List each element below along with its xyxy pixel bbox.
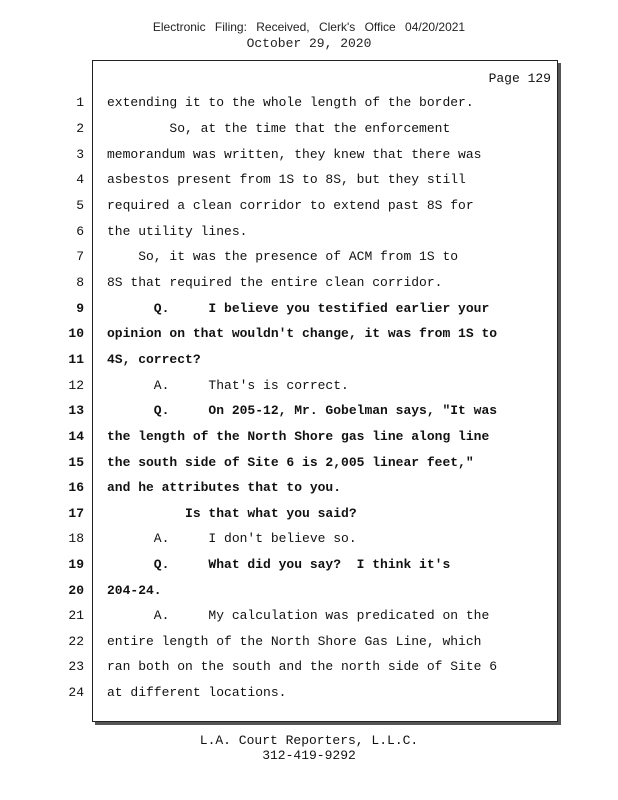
transcript-line — [0, 95, 618, 115]
line-text: required a clean corridor to extend past 8S for — [107, 198, 474, 213]
transcript-line — [0, 147, 618, 167]
line-text: So, at the time that the enforcement — [107, 121, 451, 136]
transcript-line — [0, 480, 618, 500]
line-number: 8 — [76, 275, 84, 290]
line-text: Q. I believe you testified earlier your — [107, 301, 490, 316]
line-number: 3 — [76, 147, 84, 162]
transcript-line — [0, 429, 618, 449]
deposition-date: October 29, 2020 — [246, 36, 372, 51]
line-text: ran both on the south and the north side of Site 6 — [107, 659, 498, 674]
line-text: Q. On 205-12, Mr. Gobelman says, "It was — [107, 403, 498, 418]
transcript-line — [0, 608, 618, 628]
line-text: A. My calculation was predicated on the — [107, 608, 490, 623]
filing-stamp: Electronic Filing: Received, Clerk's Office 04/20/2021 — [152, 20, 466, 34]
transcript-line — [0, 506, 618, 526]
line-number: 22 — [68, 634, 84, 649]
transcript-line — [0, 121, 618, 141]
transcript-line — [0, 249, 618, 269]
line-text: the length of the North Shore gas line along line — [107, 429, 490, 444]
line-text: A. I don't believe so. — [107, 531, 357, 546]
transcript-line — [0, 583, 618, 603]
transcript-line — [0, 634, 618, 654]
line-text: and he attributes that to you. — [107, 480, 342, 495]
line-text: entire length of the North Shore Gas Line, which — [107, 634, 482, 649]
transcript-line — [0, 224, 618, 244]
reporter-phone: 312-419-9292 — [262, 748, 356, 763]
transcript-line — [0, 301, 618, 321]
line-number: 19 — [68, 557, 84, 572]
page-number: Page 129 — [488, 71, 551, 86]
transcript-line — [0, 378, 618, 398]
transcript-line — [0, 352, 618, 372]
line-text: 204-24. — [107, 583, 162, 598]
line-number: 1 — [76, 95, 84, 110]
line-number: 14 — [68, 429, 84, 444]
line-text: memorandum was written, they knew that there was — [107, 147, 482, 162]
line-text: opinion on that wouldn't change, it was from 1S to — [107, 326, 498, 341]
line-number: 18 — [68, 531, 84, 546]
line-number: 16 — [68, 480, 84, 495]
line-text: at different locations. — [107, 685, 287, 700]
transcript-line — [0, 198, 618, 218]
line-text: 8S that required the entire clean corridor. — [107, 275, 443, 290]
line-number: 17 — [68, 506, 84, 521]
transcript-line — [0, 557, 618, 577]
line-number: 24 — [68, 685, 84, 700]
line-text: Q. What did you say? I think it's — [107, 557, 451, 572]
line-number: 23 — [68, 659, 84, 674]
line-text: the utility lines. — [107, 224, 248, 239]
line-text: Is that what you said? — [107, 506, 357, 521]
transcript-line — [0, 455, 618, 475]
line-number: 7 — [76, 249, 84, 264]
line-text: 4S, correct? — [107, 352, 201, 367]
line-number: 4 — [76, 172, 84, 187]
transcript-line — [0, 275, 618, 295]
line-number: 12 — [68, 378, 84, 393]
transcript-line — [0, 659, 618, 679]
transcript-line — [0, 172, 618, 192]
transcript-line — [0, 531, 618, 551]
line-number: 13 — [68, 403, 84, 418]
transcript-line — [0, 685, 618, 705]
line-text: asbestos present from 1S to 8S, but they still — [107, 172, 466, 187]
line-number: 11 — [68, 352, 84, 367]
line-text: extending it to the whole length of the border. — [107, 95, 474, 110]
line-number: 20 — [68, 583, 84, 598]
line-number: 21 — [68, 608, 84, 623]
line-number: 6 — [76, 224, 84, 239]
transcript-line — [0, 326, 618, 346]
line-text: So, it was the presence of ACM from 1S to — [107, 249, 459, 264]
line-number: 2 — [76, 121, 84, 136]
line-number: 10 — [68, 326, 84, 341]
line-number: 5 — [76, 198, 84, 213]
transcript-line — [0, 403, 618, 423]
line-number: 15 — [68, 455, 84, 470]
line-number: 9 — [76, 301, 84, 316]
reporter-name: L.A. Court Reporters, L.L.C. — [199, 733, 419, 748]
line-text: the south side of Site 6 is 2,005 linear feet," — [107, 455, 474, 470]
line-text: A. That's is correct. — [107, 378, 349, 393]
